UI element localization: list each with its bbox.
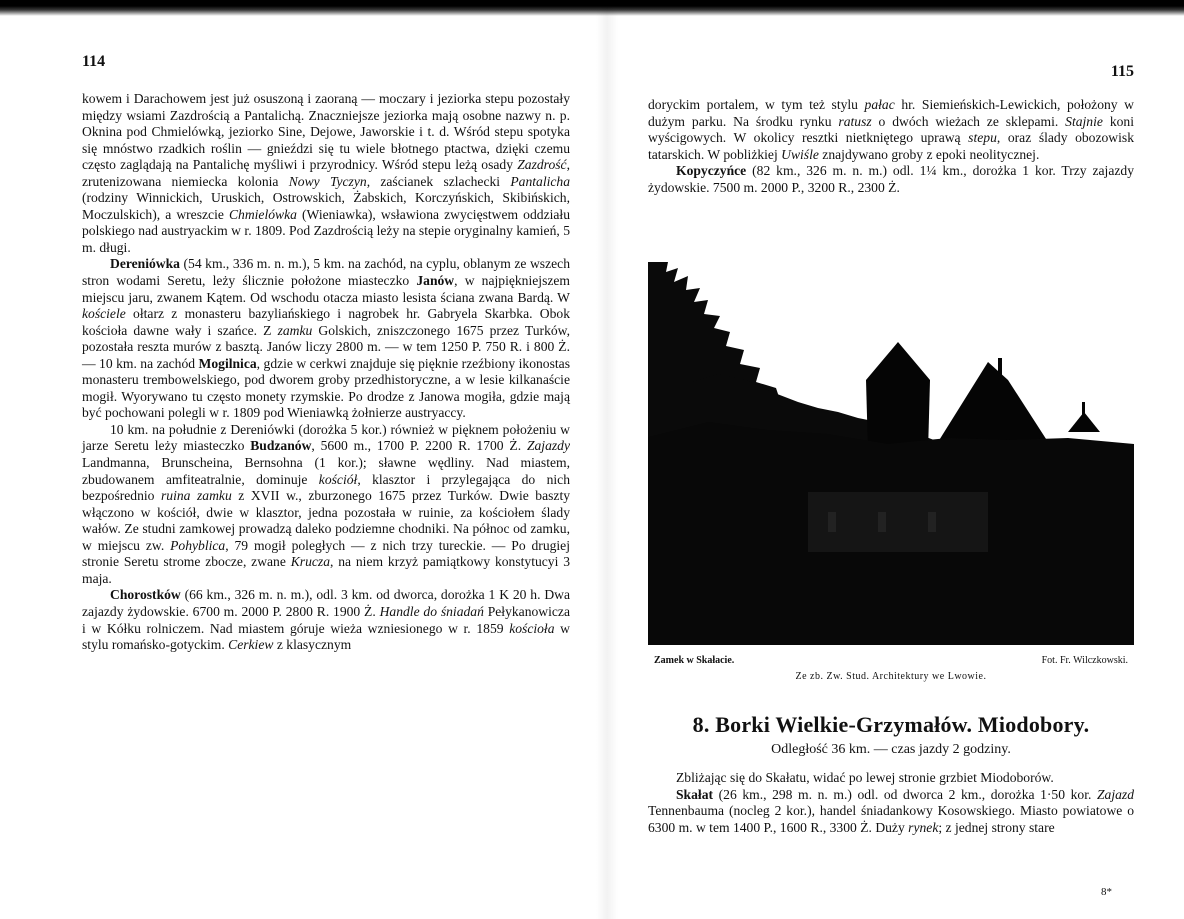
italic-term: kościele [82,306,126,322]
italic-term: Pantalicha [510,173,570,189]
text-run: Zbliżając się do Skałatu, widać po lewej stronie grzbiet Miodoborów. [676,770,1054,785]
text-run: ołtarz z monasteru bazyliańskiego i nagrobek hr. Gabryela Skarbka. Obok kościoła dawne wały i szańce. Z [82,306,570,338]
photo-caption-credit: Fot. Fr. Wilczkowski. [1041,655,1128,666]
text-run: , zaścianek szlachecki [366,173,511,189]
left-page-number: 114 [82,53,106,70]
text-run: o dwóch wieżach ze sklepami. [871,113,1066,129]
section-subheading: Odległość 36 km. — czas jazdy 2 godziny. [771,742,1011,757]
left-page-text [82,91,570,654]
text-run: (Wieniawka), wsławiona zwycięstwem oddziału polskiego nad austryackim w r. 1809. Pod Zazdrością leży na stepie oryginalny kamień, 5 m. długi. [82,206,570,255]
right-page-number: 115 [1110,63,1134,80]
italic-term: Krucza [290,554,330,570]
italic-term: ruina zamku [161,488,232,504]
paragraph [82,422,570,587]
place-name: Janów [416,273,455,289]
place-name: Dereniówka [110,256,180,272]
photo-caption-source: Ze zb. Zw. Stud. Architektury we Lwowie. [795,671,987,682]
paragraph [82,256,570,421]
text-run: z klasycznym [273,637,352,653]
photo-caption-title: Zamek w Skałacie. [654,655,735,666]
italic-term: pałac [864,97,895,112]
text-run: kowem i Darachowem jest już osuszoną i zaoraną — moczary i jeziorka stepu pozostały między wsiami Zazdrością a Pantalichą. Znaczniejsze jeziorka mają osobne nazwy n. p. Oknina pod Chmielówką, jeziorko Sine, Dejowe, Jaworskie i t. d. Wśród stepu spotyka się mnóstwo rzadkich roślin — gnieździ się tu wiele błotnego ptactwa, dzięki czemu często zaglądają na Pantalichę myśliwi i przyrodnicy. Wśród stepu leżą osady [82,91,570,173]
text-run: , zrutenizowana niemiecka kolonia [82,157,570,189]
italic-term: zamku [277,322,313,338]
text-run: ; z jednej strony stare [938,819,1055,835]
text-run: (66 km., 326 m. n. m.), odl. 3 km. od dworca, dorożka 1 K 20 h. Dwa zajazdy żydowskie. 6700 m. 2000 P. 2800 R. 1900 Ż. [82,587,570,619]
text-run: Tennenbauma (nocleg 2 kor.), handel śniadankowy Kosowskiego. Miasto powiatowe o 6300 m. w tem 1400 P., 1600 R., 3300 Ż. Duży [648,803,1134,835]
italic-term: kościoła [509,620,555,636]
text-run: koni wyścigowych. W okolicy resztki nietkniętego uprawą [648,113,1134,146]
italic-term: rynek [908,819,939,835]
text-run: w stylu romańsko-gotyckim. [82,620,570,653]
text-run: (26 km., 298 m. n. m.) odl. od dworca 2 km., dorożka 1·50 kor. [713,786,1097,802]
book-gutter [596,0,618,919]
place-name: Skałat [676,786,714,802]
italic-term: Uwiśle [781,146,819,162]
right-page-top-text [648,97,1134,196]
text-run: z XVII w., zburzonego 1675 przez Turków. Dwie baszty włączono w kościół, dwie w klasztor, jedna pozostała w ruinie, za kościołem ślady wałów. Ze studni zamkowej prowadzą daleko podziemne chodniki. Na północ od zamku, w miejscu zw. [82,488,571,553]
text-run: znajdywano groby z epoki neolitycznej. [818,146,1040,162]
place-name: Mogilnica [198,355,257,371]
text-run: , klasztor i przylegająca do nich bezpośrednio [82,471,570,504]
text-run: , w najpiękniejszem miejscu jaru, zwanem Kątem. Od wschodu otacza miasto lesista ściana zwana Bardą. W [82,273,570,305]
text-run: 10 km. na południe z Dereniówki (dorożka 5 kor.) również w pięknem położeniu w jarze Seretu leży miasteczko [82,421,570,454]
italic-term: Zajazdy [526,438,570,454]
italic-term: Nowy Tyczyn [288,173,367,189]
italic-term: ratusz [838,113,872,129]
text-run: , na niem krzyż pamiątkowy konstytucyi 3 maja. [82,554,571,586]
italic-term: stepu [968,130,997,146]
italic-term: Chmielówka [228,206,297,222]
text-run: Landmanna, Brunscheina, Bernsohna (1 kor.); sławne wędliny. Nad miastem, zbudowanem amfiteatralnie, dominuje [82,455,570,487]
italic-term: Zazdrość [517,157,567,173]
paragraph [82,91,570,256]
right-page-bottom-text [648,770,1134,836]
text-run: , oraz ślady obozowisk tatarskich. W pobliżkiej [648,130,1134,162]
text-run: hr. Siemieńskich-Lewickich, położony w dużym parku. Na środku rynku [648,97,1134,129]
photo-caption [654,655,1128,666]
italic-term: kościół [318,471,358,487]
italic-term: Handle do śniadań [379,603,484,619]
text-run: (rodziny Winnickich, Uruskich, Ostrowskich, Żabskich, Korczyńskich, Skibińskich, Moczulskich), a wreszcie [82,190,570,222]
paragraph [648,163,1134,196]
text-run: doryckim portalem, w tym też stylu [648,97,865,112]
italic-term: Stajnie [1065,113,1103,129]
section-heading: 8. Borki Wielkie-Grzymałów. Miodobory. [692,712,1090,737]
text-run: , 5600 m., 1700 P. 2200 R. 1700 Ż. [311,438,527,454]
castle-photo [648,262,1134,645]
text-run: (82 km., 326 m. n. m.) odl. 1¼ km., dorożka 1 kor. Trzy zajazdy żydowskie. 7500 m. 2000 P., 3200 R., 2300 Ż. [648,163,1134,195]
paragraph [82,587,570,653]
place-name: Kopyczyńce [676,163,747,179]
italic-term: Zajazd [1096,786,1134,802]
paragraph [648,787,1134,837]
signature-mark: 8* [1101,886,1112,898]
text-run: , 79 mogił poległych — z nich trzy tureckie. — Po drugiej stronie Seretu strome zbocze, zwane [82,537,570,570]
scan-top-edge [0,0,1184,16]
text-run: , gdzie w cerkwi znajduje się pięknie rzeźbiony ikonostas monasteru trembowelskiego, pod dworem groby przedhistoryczne, a w lesie kilkanaście mogił. Wyorywano tu często monety rzymskie. Po drodze z Janowa mogiła, gdzie mają być pochowani polegli w r. 1809 pod Wieniawką żołnierze austryaccy. [82,355,570,421]
place-name: Chorostków [110,587,181,603]
paragraph [648,97,1134,163]
place-name: Budzanów [250,438,312,454]
paragraph [648,770,1134,787]
text-run: Pełykanowicza i w Kółku rolniczem. Nad miastem góruje wieża wzniesionego w r. 1859 [82,603,570,636]
italic-term: Cerkiew [228,637,274,653]
italic-term: Pohyblica [170,537,226,553]
text-run: Golskich, zniszczonego 1675 przez Turków, pozostała reszta murów z basztą. Janów liczy 2800 m. — w tem 1250 P. 750 R. i 800 Ż. — 10 km. na zachód [82,322,570,371]
text-run: (54 km., 336 m. n. m.), 5 km. na zachód, na cyplu, oblanym ze wszech stron wodami Seretu, leży ślicznie położone miasteczko [82,256,570,289]
